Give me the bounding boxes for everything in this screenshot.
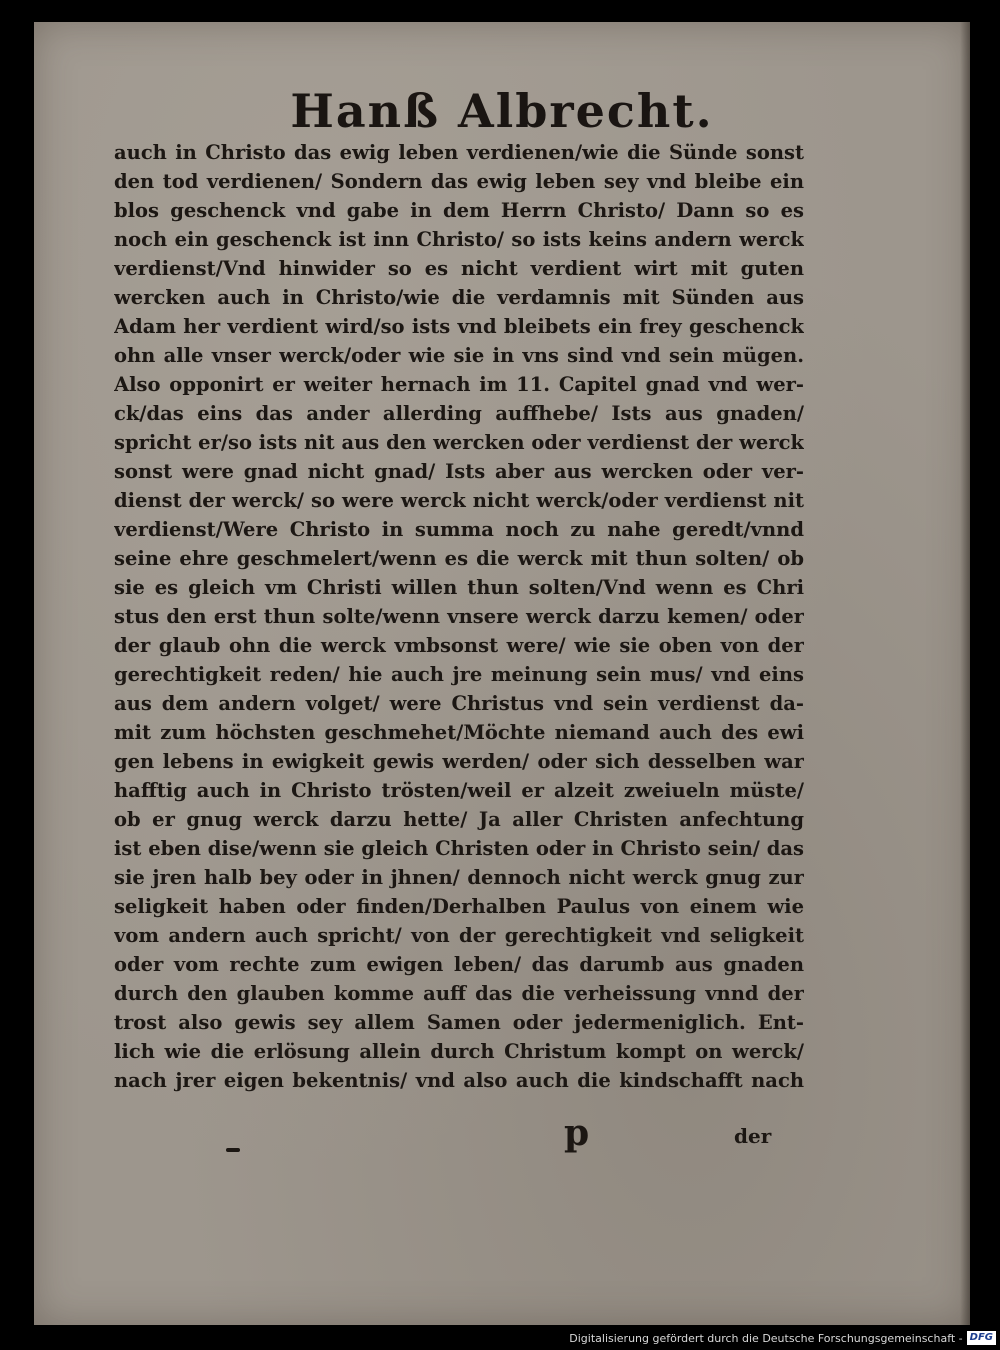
text-line: ist eben dise/wenn sie gleich Christen oder in Christo sein/ das — [114, 837, 804, 860]
text-line: sonst were gnad nicht gnad/ Ists aber aus wercken oder ver- — [114, 460, 804, 483]
dfg-logo: DFG — [967, 1331, 996, 1345]
text-line: sie jren halb bey oder in jhnen/ dennoch nicht werck gnug zur — [114, 866, 804, 889]
scanned-page — [34, 22, 970, 1325]
text-line: ck/das eins das ander allerding auffhebe/ Ists aus gnaden/ — [114, 402, 804, 425]
text-line: verdienst/Vnd hinwider so es nicht verdient wirt mit guten — [114, 257, 804, 280]
text-line: durch den glauben komme auff das die verheissung vnnd der — [114, 982, 804, 1005]
text-line: aus dem andern volget/ were Christus vnd sein verdienst da- — [114, 692, 804, 715]
funding-footer — [569, 1328, 996, 1348]
catchword: der — [734, 1124, 772, 1148]
text-line: lich wie die erlösung allein durch Christum kompt on werck/ — [114, 1040, 804, 1063]
text-line: hafftig auch in Christo trösten/weil er alzeit zweiueln müste/ — [114, 779, 804, 802]
text-line: der glaub ohn die werck vmbsonst were/ wie sie oben von der — [114, 634, 804, 657]
text-line: nach jrer eigen bekentnis/ vnd also auch die kindschafft nach — [114, 1069, 804, 1092]
text-line: mit zum höchsten geschmehet/Möchte niemand auch des ewi — [114, 721, 804, 744]
text-line: stus den erst thun solte/wenn vnsere werck darzu kemen/ oder — [114, 605, 804, 628]
body-text — [114, 138, 804, 1095]
text-line: auch in Christo das ewig leben verdienen/wie die Sünde sonst — [114, 141, 804, 164]
text-line: spricht er/so ists nit aus den wercken oder verdienst der werck — [114, 431, 804, 454]
ink-mark — [226, 1148, 240, 1152]
text-line: vom andern auch spricht/ von der gerechtigkeit vnd seligkeit — [114, 924, 804, 947]
text-line: ob er gnug werck darzu hette/ Ja aller Christen anfechtung — [114, 808, 804, 831]
text-line: blos geschenck vnd gabe in dem Herrn Christo/ Dann so es — [114, 199, 804, 222]
text-line: wercken auch in Christo/wie die verdamnis mit Sünden aus — [114, 286, 804, 309]
text-line: noch ein geschenck ist inn Christo/ so ists keins andern werck — [114, 228, 804, 251]
text-line: sie es gleich vm Christi willen thun solten/Vnd wenn es Chri — [114, 576, 804, 599]
page-edge-shadow — [960, 22, 970, 1325]
text-line: Adam her verdient wird/so ists vnd bleibets ein frey geschenck — [114, 315, 804, 338]
text-line: verdienst/Were Christo in summa noch zu nahe geredt/vnnd — [114, 518, 804, 541]
text-line: Also opponirt er weiter hernach im 11. Capitel gnad vnd wer- — [114, 373, 804, 396]
text-line: oder vom rechte zum ewigen leben/ das darumb aus gnaden — [114, 953, 804, 976]
signature-mark: p — [564, 1112, 590, 1154]
text-line: seine ehre geschmelert/wenn es die werck mit thun solten/ ob — [114, 547, 804, 570]
text-line: den tod verdienen/ Sondern das ewig leben sey vnd bleibe ein — [114, 170, 804, 193]
text-line: gerechtigkeit reden/ hie auch jre meinung sein mus/ vnd eins — [114, 663, 804, 686]
text-line: gen lebens in ewigkeit gewis werden/ oder sich desselben war — [114, 750, 804, 773]
running-head: Hanß Albrecht. — [290, 84, 714, 138]
funding-text: Digitalisierung gefördert durch die Deutsche Forschungsgemeinschaft - — [569, 1331, 963, 1345]
text-line: seligkeit haben oder finden/Derhalben Paulus von einem wie — [114, 895, 804, 918]
text-line: ohn alle vnser werck/oder wie sie in vns sind vnd sein mügen. — [114, 344, 804, 367]
text-line: trost also gewis sey allem Samen oder jedermeniglich. Ent- — [114, 1011, 804, 1034]
text-line: dienst der werck/ so were werck nicht werck/oder verdienst nit — [114, 489, 804, 512]
